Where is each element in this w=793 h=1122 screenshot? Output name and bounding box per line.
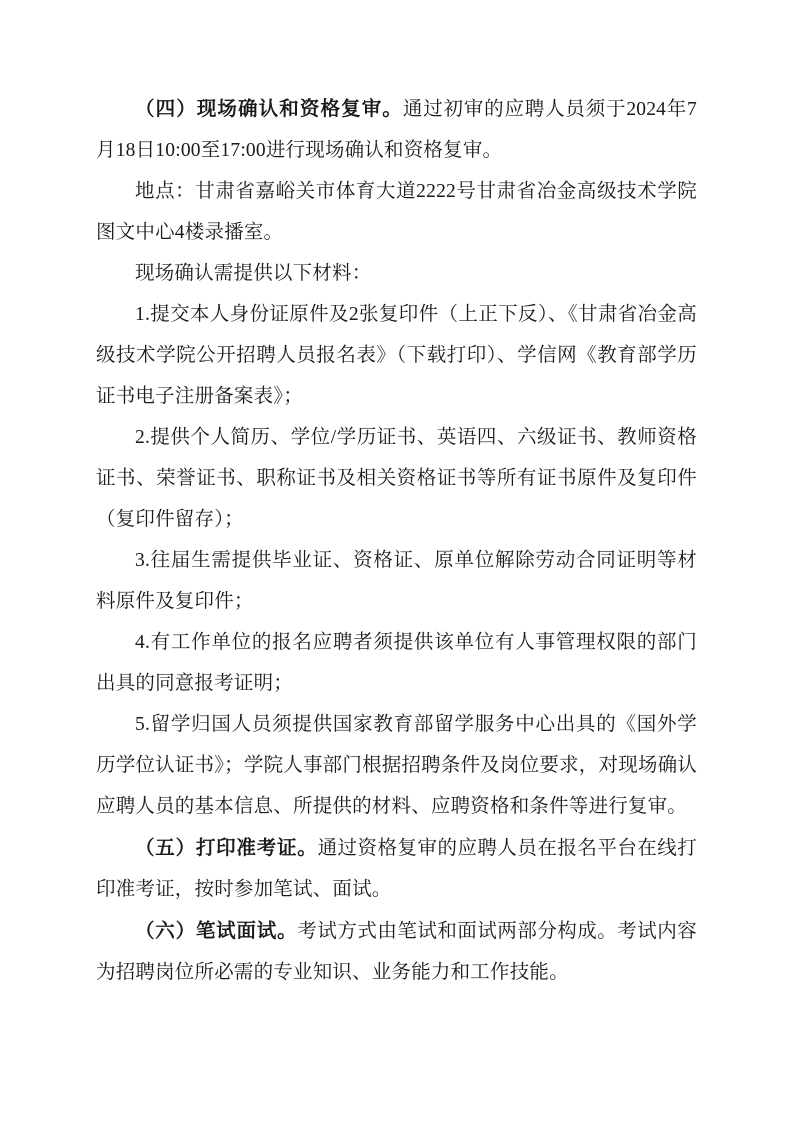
paragraph-heading: （四）现场确认和资格复审。 — [135, 97, 403, 120]
paragraph-text: 考试方式由笔试和面试两部分构成。考试内容为招聘岗位所必需的专业知识、业务能力和工作技能。 — [96, 921, 697, 983]
paragraph-address — [96, 171, 697, 253]
document-body — [96, 88, 697, 993]
paragraph-text: 4.有工作单位的报名应聘者须提供该单位有人事管理权限的部门出具的同意报考证明； — [96, 632, 697, 694]
paragraph-text: 通过资格复审的应聘人员在报名平台在线打印准考证，按时参加笔试、面试。 — [96, 838, 697, 900]
paragraph-item-1 — [96, 294, 697, 417]
paragraph-print-ticket — [96, 827, 697, 910]
paragraph-text: 通过初审的应聘人员须于2024年7月18日10:00至17:00进行现场确认和资格复审。 — [96, 99, 697, 161]
paragraph-text: 3.往届生需提供毕业证、资格证、原单位解除劳动合同证明等材料原件及复印件； — [96, 550, 697, 612]
paragraph-item-5 — [96, 704, 697, 827]
paragraph-written-interview — [96, 910, 697, 993]
paragraph-text: 1.提交本人身份证原件及2张复印件（上正下反）、《甘肃省冶金高级技术学院公开招聘人员报名表》（下载打印）、学信网《教育部学历证书电子注册备案表》； — [96, 304, 697, 407]
paragraph-item-2 — [96, 417, 697, 540]
paragraph-text: 5.留学归国人员须提供国家教育部留学服务中心出具的《国外学历学位认证书》；学院人事部门根据招聘条件及岗位要求，对现场确认应聘人员的基本信息、所提供的材料、应聘资格和条件等进行复审。 — [96, 714, 697, 817]
paragraph-site-confirm — [96, 88, 697, 171]
paragraph-heading: （六）笔试面试。 — [135, 919, 298, 942]
paragraph-text: 2.提供个人简历、学位/学历证书、英语四、六级证书、教师资格证书、荣誉证书、职称证书及相关资格证书等所有证书原件及复印件（复印件留存）； — [96, 427, 697, 530]
paragraph-item-3 — [96, 540, 697, 622]
paragraph-heading: （五）打印准考证。 — [135, 836, 318, 859]
paragraph-item-4 — [96, 622, 697, 704]
paragraph-materials-intro — [96, 253, 697, 294]
paragraph-text: 地点：甘肃省嘉峪关市体育大道2222号甘肃省冶金高级技术学院图文中心4楼录播室。 — [96, 181, 697, 243]
paragraph-text: 现场确认需提供以下材料： — [135, 263, 372, 284]
